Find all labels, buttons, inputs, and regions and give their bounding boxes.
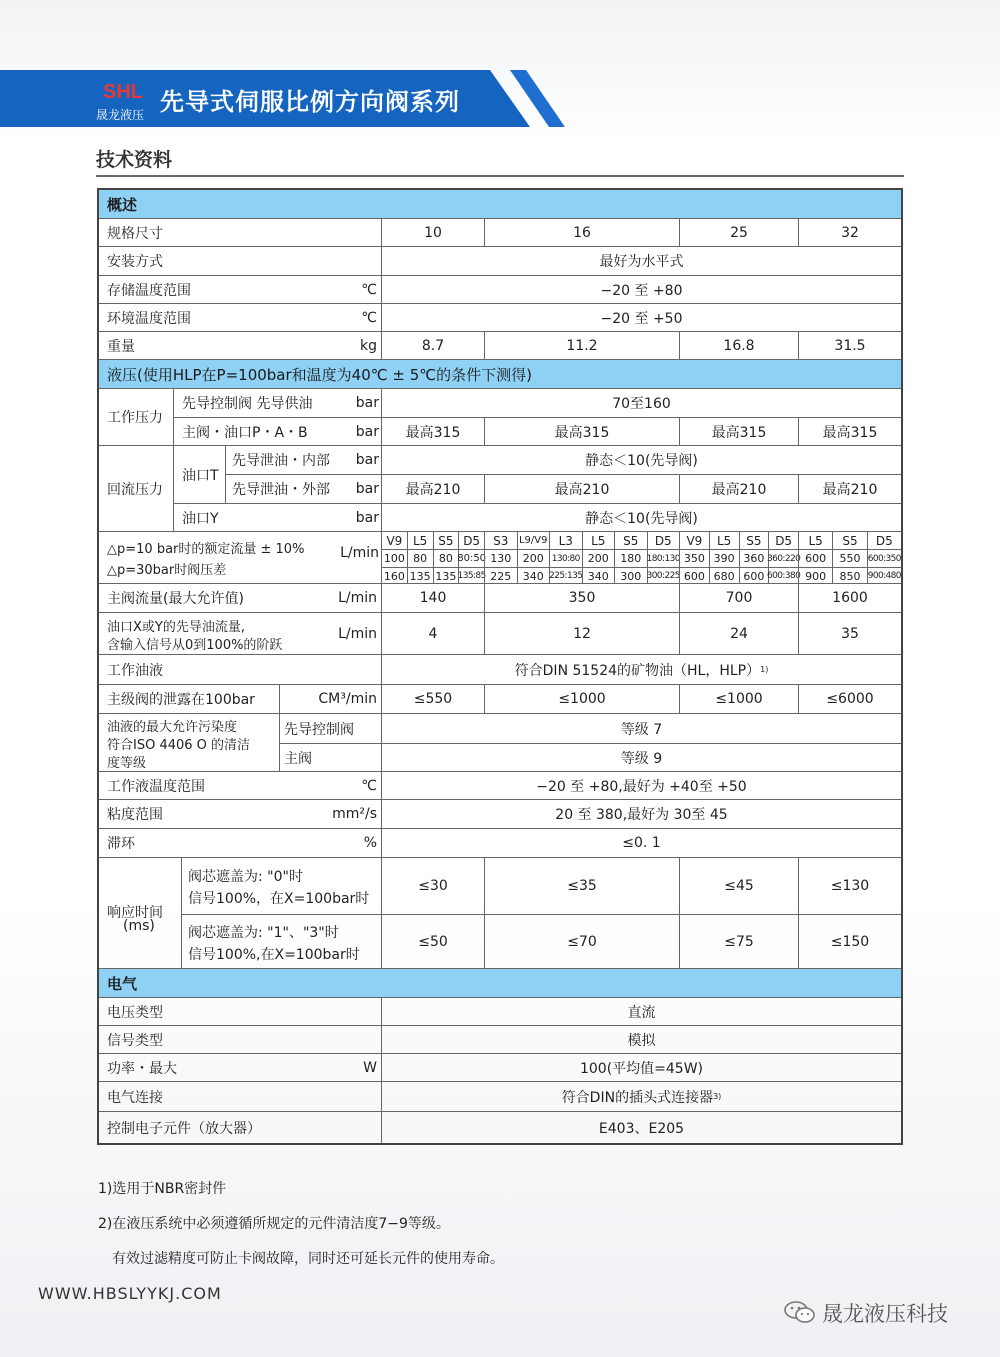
weight-25: 16.8 xyxy=(679,332,798,359)
resp-label-1: 响应时间 xyxy=(107,905,163,921)
leak-unit: CM³/min xyxy=(279,685,381,713)
flow-cell-g16-r2-3: 340 xyxy=(582,567,615,584)
conn-label: 电气连接 xyxy=(107,1089,163,1106)
watermark-text: 晟龙液压科技 xyxy=(822,1302,948,1326)
pilot-flow-25: 24 xyxy=(679,613,798,654)
leak-label: 主级阀的泄露在100bar xyxy=(107,692,255,708)
flow-cell-g16-types-5: D5 xyxy=(647,532,680,549)
weight-10: 8.7 xyxy=(381,332,484,359)
resp0-label-1: 阀芯遮盖为: "0"时 xyxy=(188,869,303,885)
table-row-storage-temp xyxy=(99,276,901,304)
hyst-label: 滞环 xyxy=(107,836,135,852)
footnote-2: 2)在液压系统中必须遵循所规定的元件清洁度7−9等级。 xyxy=(98,1216,450,1232)
flow-cell-g16-r1-0: 130 xyxy=(484,549,517,567)
temp-value: −20 至 +80,最好为 +40至 +50 xyxy=(381,772,901,799)
leak-32: ≤6000 xyxy=(798,685,901,713)
flow-cell-g32-r2-0: 900 xyxy=(798,567,832,584)
flow-cell-g10-types-0: V9 xyxy=(381,532,407,549)
power-label: 功率・最大 xyxy=(107,1060,177,1077)
flow-cell-g25-r1-3: 360:220 xyxy=(768,549,798,567)
flow-cell-g32-r2-2: 900:480 xyxy=(867,567,901,584)
flow-cell-g16-r2-4: 300 xyxy=(614,567,647,584)
flow-cell-g10-r2-3: 135:85 xyxy=(458,567,484,584)
flow-cell-g32-r1-0: 600 xyxy=(798,549,832,567)
temp-unit: ℃ xyxy=(361,777,377,794)
resp0-25: ≤45 xyxy=(679,858,798,914)
max-flow-unit: L/min xyxy=(338,590,377,606)
signal-value: 模拟 xyxy=(381,1026,901,1053)
external-25: 最高210 xyxy=(679,474,798,503)
pilot-flow-unit: L/min xyxy=(338,625,377,642)
section-divider xyxy=(96,175,904,177)
flow-cell-g10-r2-0: 160 xyxy=(381,567,407,584)
mount-label: 安装方式 xyxy=(107,254,163,270)
resp1-16: ≤70 xyxy=(484,914,679,969)
flow-cell-g10-types-3: D5 xyxy=(458,532,484,549)
flow-label-1: △p=10 bar时的额定流量 ± 10% xyxy=(107,542,305,557)
max-flow-label: 主阀流量(最大允许值) xyxy=(107,591,244,607)
flow-cell-g10-r1-3: 80:50 xyxy=(458,549,484,567)
table-row-size xyxy=(99,219,901,247)
port-y-unit: bar xyxy=(355,509,379,526)
flow-cell-g10-r2-1: 135 xyxy=(407,567,433,584)
main-25: 最高315 xyxy=(679,417,798,446)
table-row-voltage xyxy=(99,998,901,1026)
flow-cell-g32-types-0: L5 xyxy=(798,532,832,549)
flow-cell-g16-r2-5: 300:225 xyxy=(647,567,680,584)
clean-pilot-value: 等级 7 xyxy=(381,714,901,743)
resp0-10: ≤30 xyxy=(381,858,484,914)
fluid-value: 符合DIN 51524的矿物油（HL，HLP） xyxy=(514,662,761,679)
external-16: 最高210 xyxy=(484,474,679,503)
flow-cell-g25-r1-0: 350 xyxy=(679,549,709,567)
flow-cell-g25-types-3: D5 xyxy=(768,532,798,549)
flow-cell-g25-r2-0: 600 xyxy=(679,567,709,584)
max-flow-10: 140 xyxy=(381,584,484,612)
pilot-flow-16: 12 xyxy=(484,613,679,654)
flow-cell-g25-types-1: L5 xyxy=(709,532,739,549)
page-title: 先导式伺服比例方向阀系列 xyxy=(160,88,460,116)
storage-label: 存储温度范围 xyxy=(107,282,191,299)
electrical-heading: 电气 xyxy=(99,969,901,998)
flow-cell-g25-r2-1: 680 xyxy=(709,567,739,584)
fluid-label: 工作油液 xyxy=(107,662,163,679)
fluid-value-cell xyxy=(381,655,901,684)
resp0-32: ≤130 xyxy=(798,858,901,914)
visc-label: 粘度范围 xyxy=(107,807,163,823)
visc-value: 20 至 380,最好为 30至 45 xyxy=(381,800,901,828)
flow-cell-g16-types-4: S5 xyxy=(614,532,647,549)
max-flow-16: 350 xyxy=(484,584,679,612)
leak-25: ≤1000 xyxy=(679,685,798,713)
power-unit: W xyxy=(363,1059,377,1076)
wechat-icon xyxy=(783,1300,817,1324)
flow-cell-g10-types-2: S5 xyxy=(433,532,459,549)
voltage-label: 电压类型 xyxy=(107,1004,163,1021)
flow-cell-g16-r1-4: 180 xyxy=(614,549,647,567)
table-row-fluid-temp xyxy=(99,772,901,800)
footnote-1: 1)选用于NBR密封件 xyxy=(98,1181,227,1197)
table-row-rated-flow xyxy=(99,532,901,584)
resp-label-2: (ms) xyxy=(123,918,155,934)
internal-value: 静态＜10(先导阀) xyxy=(381,446,901,474)
pilot-flow-label-2: 含输入信号从0到100%的阶跃 xyxy=(107,638,283,653)
table-row-fluid xyxy=(99,655,901,685)
size-16: 16 xyxy=(484,219,679,246)
pilot-flow-32: 35 xyxy=(798,613,901,654)
ambient-unit: ℃ xyxy=(361,309,377,326)
table-row-pilot-flow xyxy=(99,613,901,655)
logo-subtitle: 晟龙液压 xyxy=(96,108,145,122)
flow-cell-g16-types-3: L5 xyxy=(582,532,615,549)
table-row-work-pressure xyxy=(99,389,901,446)
flow-cell-g16-types-1: L9/V9 xyxy=(517,532,550,549)
flow-cell-g32-types-1: S5 xyxy=(832,532,866,549)
table-row-mount xyxy=(99,247,901,276)
flow-cell-g32-r2-1: 850 xyxy=(832,567,866,584)
pilot-flow-label-1: 油口X或Y的先导油流量, xyxy=(107,620,245,635)
clean-label-3: 度等级 xyxy=(107,756,147,771)
flow-cell-g25-r2-2: 600 xyxy=(739,567,769,584)
resp1-10: ≤50 xyxy=(381,914,484,969)
flow-cell-g32-r1-2: 600:350 xyxy=(867,549,901,567)
weight-32: 31.5 xyxy=(798,332,901,359)
conn-note: 3) xyxy=(713,1092,722,1101)
resp1-25: ≤75 xyxy=(679,914,798,969)
ambient-label: 环境温度范围 xyxy=(107,310,191,327)
max-flow-25: 700 xyxy=(679,584,798,612)
table-row-leakage xyxy=(99,685,901,714)
mount-value: 最好为水平式 xyxy=(381,247,901,275)
clean-main-value: 等级 9 xyxy=(381,743,901,772)
website-url: WWW.HBSLYYKJ.COM xyxy=(38,1284,222,1303)
flow-cell-g16-types-2: L3 xyxy=(549,532,582,549)
conn-value: 符合DIN的插头式连接器 xyxy=(561,1089,714,1106)
general-heading: 概述 xyxy=(99,190,901,219)
flow-cell-g10-types-1: L5 xyxy=(407,532,433,549)
max-flow-32: 1600 xyxy=(798,584,901,612)
flow-cell-g10-r1-1: 80 xyxy=(407,549,433,567)
flow-label-2: △p=30bar时阀压差 xyxy=(107,563,227,578)
table-row-amplifier xyxy=(99,1112,901,1143)
size-label: 规格尺寸 xyxy=(107,225,163,242)
table-row-response-time xyxy=(99,858,901,969)
size-10: 10 xyxy=(381,219,484,246)
flow-cell-g16-r2-1: 340 xyxy=(517,567,550,584)
table-row-power xyxy=(99,1054,901,1082)
work-pressure-label: 工作压力 xyxy=(107,410,163,426)
main-unit: bar xyxy=(355,423,379,440)
weight-label: 重量 xyxy=(107,338,135,355)
resp1-label-1: 阀芯遮盖为: "1"、"3"时 xyxy=(188,925,339,941)
external-32: 最高210 xyxy=(798,474,901,503)
voltage-value: 直流 xyxy=(381,998,901,1025)
table-row-return-pressure xyxy=(99,446,901,532)
table-row-connection xyxy=(99,1082,901,1112)
table-row-ambient-temp xyxy=(99,304,901,332)
weight-16: 11.2 xyxy=(484,332,679,359)
external-10: 最高210 xyxy=(381,474,484,503)
size-32: 32 xyxy=(798,219,901,246)
main-16: 最高315 xyxy=(484,417,679,446)
svg-text:SHL: SHL xyxy=(103,81,143,103)
internal-label: 先导泄油・内部 xyxy=(225,446,381,474)
size-25: 25 xyxy=(679,219,798,246)
resp1-label-2: 信号100%,在X=100bar时 xyxy=(188,947,360,963)
flow-cell-g16-r2-2: 225:135 xyxy=(549,567,582,584)
flow-cell-g16-types-0: S3 xyxy=(484,532,517,549)
clean-label-1: 油液的最大允许污染度 xyxy=(107,720,238,735)
pilot-label: 先导控制阀 先导供油 xyxy=(173,389,381,417)
flow-cell-g25-r1-2: 360 xyxy=(739,549,769,567)
port-y-value: 静态＜10(先导阀) xyxy=(381,503,901,532)
pilot-value: 70至160 xyxy=(381,389,901,417)
resp0-16: ≤35 xyxy=(484,858,679,914)
pilot-unit: bar xyxy=(355,395,379,411)
hyst-value: ≤0. 1 xyxy=(381,829,901,857)
footnote-3: 有效过滤精度可防止卡阀故障，同时还可延长元件的使用寿命。 xyxy=(112,1251,504,1267)
amp-label: 控制电子元件（放大器） xyxy=(107,1120,261,1137)
pilot-flow-10: 4 xyxy=(381,613,484,654)
flow-cell-g25-types-2: S5 xyxy=(739,532,769,549)
section-title: 技术资料 xyxy=(96,149,173,171)
table-row-viscosity xyxy=(99,800,901,829)
flow-cell-g10-r2-2: 135 xyxy=(433,567,459,584)
visc-unit: mm²/s xyxy=(332,806,377,822)
hyst-unit: % xyxy=(363,835,377,851)
conn-value-cell xyxy=(381,1082,901,1111)
storage-unit: ℃ xyxy=(361,281,377,298)
main-32: 最高315 xyxy=(798,417,901,446)
external-label: 先导泄油・外部 xyxy=(225,474,381,503)
flow-cell-g25-r2-3: 600:380 xyxy=(768,567,798,584)
leak-16: ≤1000 xyxy=(484,685,679,713)
fluid-note: 1) xyxy=(760,665,769,674)
weight-unit: kg xyxy=(360,337,377,354)
port-y-label: 油口Y xyxy=(173,503,381,532)
main-label: 主阀・油口P・A・B xyxy=(173,417,381,446)
flow-cell-g10-r1-2: 80 xyxy=(433,549,459,567)
return-label: 回流压力 xyxy=(107,481,163,498)
flow-cell-g25-types-0: V9 xyxy=(679,532,709,549)
main-10: 最高315 xyxy=(381,417,484,446)
spec-table xyxy=(97,188,903,1145)
clean-label-2: 符合ISO 4406 O 的清洁 xyxy=(107,738,251,753)
flow-cell-g16-r1-1: 200 xyxy=(517,549,550,567)
flow-cell-g10-r1-0: 100 xyxy=(381,549,407,567)
ambient-value: −20 至 +50 xyxy=(381,304,901,331)
external-unit: bar xyxy=(355,480,379,497)
flow-cell-g16-r2-0: 225 xyxy=(484,567,517,584)
flow-unit: L/min xyxy=(340,545,379,561)
leak-10: ≤550 xyxy=(381,685,484,713)
table-row-signal xyxy=(99,1026,901,1054)
flow-cell-g32-types-2: D5 xyxy=(867,532,901,549)
resp0-label-2: 信号100%，在X=100bar时 xyxy=(188,891,370,907)
clean-main-label: 主阀 xyxy=(279,743,381,772)
company-logo-icon xyxy=(97,78,149,104)
table-row-max-flow xyxy=(99,584,901,613)
power-value: 100(平均值=45W) xyxy=(381,1054,901,1081)
header-banner xyxy=(0,70,560,127)
flow-cell-g16-r1-5: 180:130 xyxy=(647,549,680,567)
table-row-cleanliness xyxy=(99,714,901,772)
temp-label: 工作液温度范围 xyxy=(107,778,205,795)
flow-cell-g32-r1-1: 550 xyxy=(832,549,866,567)
clean-pilot-label: 先导控制阀 xyxy=(279,714,381,743)
amp-value: E403、E205 xyxy=(381,1112,901,1143)
port-t-label: 油口T xyxy=(173,446,225,503)
flow-cell-g25-r1-1: 390 xyxy=(709,549,739,567)
hydraulic-heading: 液压(使用HLP在P=100bar和温度为40℃ ± 5℃的条件下测得) xyxy=(99,360,901,389)
resp0-label xyxy=(181,858,381,914)
internal-unit: bar xyxy=(355,452,379,468)
resp1-label xyxy=(181,914,381,969)
flow-cell-g16-r1-3: 200 xyxy=(582,549,615,567)
storage-value: −20 至 +80 xyxy=(381,276,901,303)
flow-cell-g16-r1-2: 130:80 xyxy=(549,549,582,567)
resp1-32: ≤150 xyxy=(798,914,901,969)
table-row-weight xyxy=(99,332,901,360)
signal-label: 信号类型 xyxy=(107,1032,163,1049)
table-row-hysteresis xyxy=(99,829,901,858)
